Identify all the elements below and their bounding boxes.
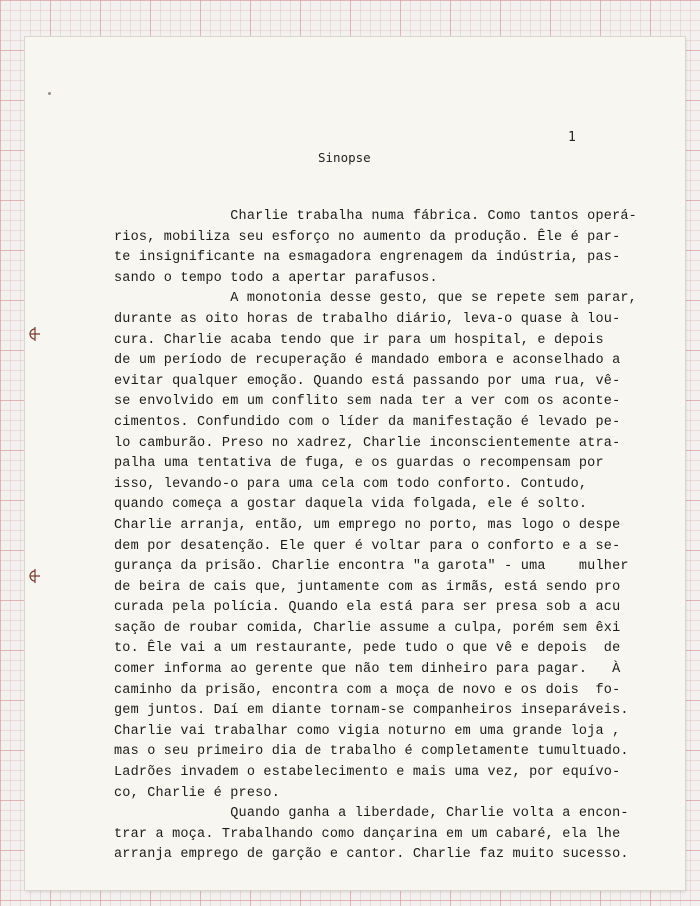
text-line: lo camburão. Preso no xadrez, Charlie inconscientemente atra- — [114, 435, 621, 451]
text-line: dem por desatenção. Ele quer é voltar para o conforto e a se- — [114, 538, 621, 554]
text-line: Quando ganha a liberdade, Charlie volta a encon- — [114, 806, 629, 822]
text-line: trar a moça. Trabalhando como dançarina em um cabaré, ela lhe — [114, 826, 621, 842]
text-line: rios, mobiliza seu esforço no aumento da produção. Êle é par- — [114, 229, 621, 245]
text-line: gurança da prisão. Charlie encontra "a garota" - uma mulher — [114, 559, 629, 575]
text-line: mas o seu primeiro dia de trabalho é completamente tumultuado. — [114, 744, 629, 760]
text-line: cura. Charlie acaba tendo que ir para um hospital, e depois — [114, 332, 604, 348]
text-line: sação de roubar comida, Charlie assume a culpa, porém sem êxi — [114, 620, 621, 636]
text-line: de beira de cais que, juntamente com as irmãs, está sendo pro — [114, 579, 621, 595]
text-line: palha uma tentativa de fuga, e os guardas o recompensam por — [114, 456, 604, 472]
text-line: isso, levando-o para uma cela com todo conforto. Contudo, — [114, 476, 588, 492]
text-line: Charlie arranja, então, um emprego no porto, mas logo o despe — [114, 517, 621, 533]
document-title: Sinopse — [318, 150, 371, 165]
text-line: evitar qualquer emoção. Quando está passando por uma rua, vê- — [114, 373, 621, 389]
punch-hole-mark-top — [29, 326, 39, 340]
text-line: te insignificante na esmagadora engrenagem da indústria, pas- — [114, 250, 621, 266]
text-line: to. Êle vai a um restaurante, pede tudo o que vê e depois de — [114, 641, 621, 657]
text-line: durante as oito horas de trabalho diário, leva-o quase à lou- — [114, 311, 621, 327]
text-line: de um período de recuperação é mandado embora e aconselhado a — [114, 353, 621, 369]
text-line: quando começa a gostar daquela vida folgada, ele é solto. — [114, 497, 588, 513]
text-line: gem juntos. Daí em diante tornam-se companheiros inseparáveis. — [114, 703, 629, 719]
text-line: sando o tempo todo a apertar parafusos. — [114, 270, 438, 286]
text-line: caminho da prisão, encontra com a moça de novo e os dois fo- — [114, 682, 621, 698]
text-line: arranja emprego de garção e cantor. Charlie faz muito sucesso. — [114, 847, 629, 863]
page-number: 1 — [568, 130, 576, 145]
synopsis-body — [114, 207, 637, 866]
text-line: A monotonia desse gesto, que se repete sem parar, — [114, 291, 637, 307]
text-line: Charlie trabalha numa fábrica. Como tantos operá- — [114, 209, 637, 224]
text-line: se envolvido em um conflito sem nada ter a ver com os aconte- — [114, 394, 621, 410]
punch-hole-mark-bottom — [29, 568, 39, 582]
text-line: cimentos. Confundido com o líder da manifestação é levado pe- — [114, 414, 621, 430]
text-line: comer informa ao gerente que não tem dinheiro para pagar. À — [114, 662, 621, 678]
text-line: Charlie vai trabalhar como vigia noturno em uma grande loja , — [114, 723, 621, 739]
text-line: co, Charlie é preso. — [114, 785, 281, 801]
text-line: Ladrões invadem o estabelecimento e mais uma vez, por equívo- — [114, 765, 621, 781]
text-line: curada pela polícia. Quando ela está para ser presa sob a acu — [114, 600, 621, 616]
paper-speck — [48, 92, 51, 95]
